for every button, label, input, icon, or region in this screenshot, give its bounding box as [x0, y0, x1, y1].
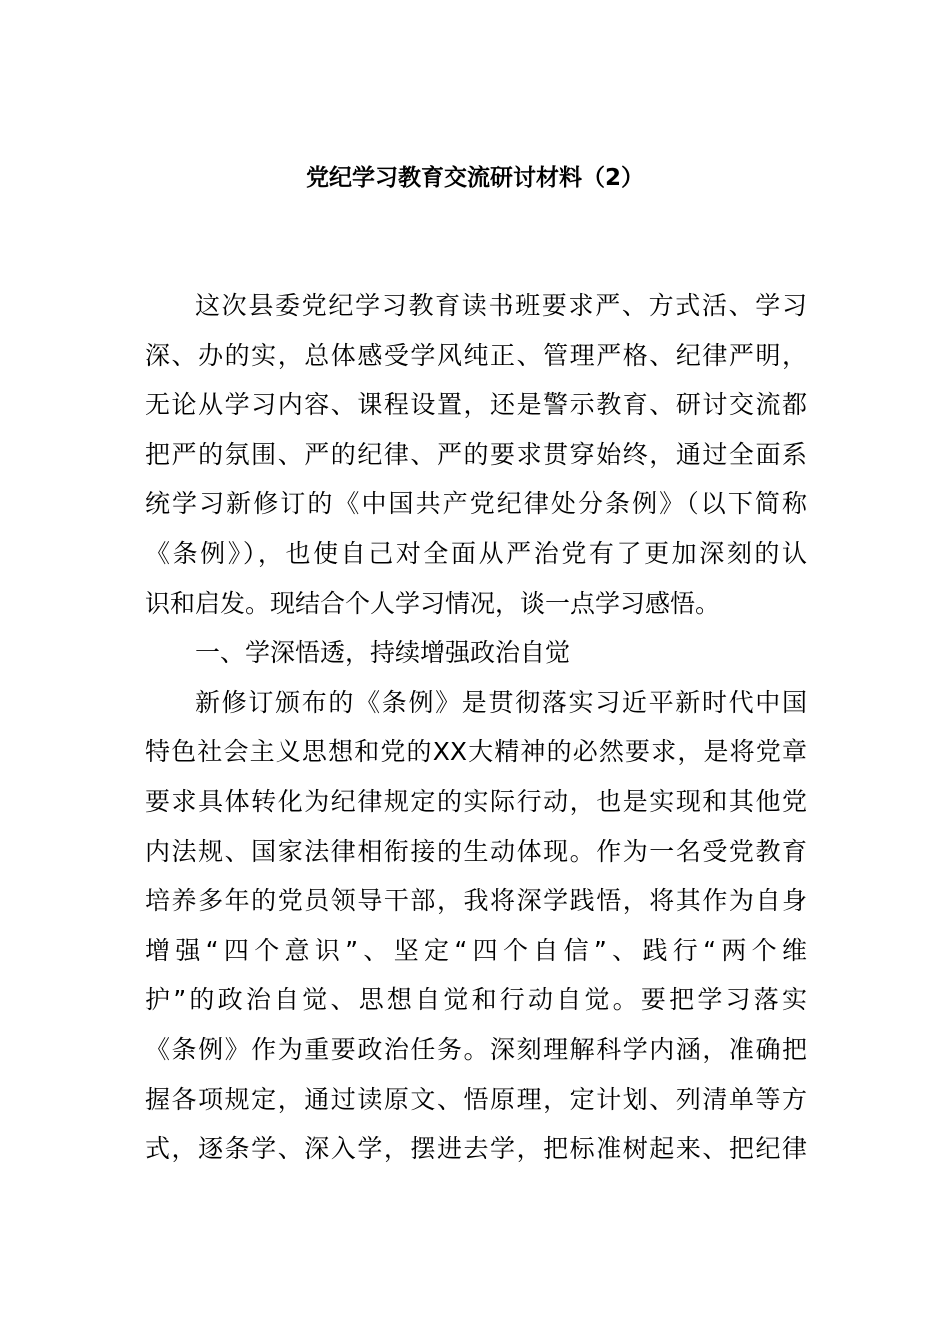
section-heading-1: 一、学深悟透，持续增强政治自觉 — [195, 638, 571, 668]
paragraph-2-line-6: 增强“四个意识”、坚定“四个自信”、践行“两个维 — [145, 935, 807, 965]
paragraph-1-line-6: 《条例》），也使自己对全面从严治党有了更加深刻的认 — [145, 538, 807, 568]
paragraph-1-line-3: 无论从学习内容、课程设置，还是警示教育、研讨交流都 — [145, 390, 807, 420]
paragraph-1-line-5: 统学习新修订的《中国共产党纪律处分条例》（以下简称 — [145, 489, 807, 519]
paragraph-2-line-4: 内法规、国家法律相衔接的生动体现。作为一名受党教育 — [145, 836, 807, 866]
document-body — [145, 281, 807, 1174]
document-title: 党纪学习教育交流研讨材料（2） — [305, 165, 644, 191]
paragraph-2-line-9: 握各项规定，通过读原文、悟原理，定计划、列清单等方 — [145, 1084, 807, 1114]
paragraph-2-line-7: 护”的政治自觉、思想自觉和行动自觉。要把学习落实 — [145, 985, 807, 1015]
paragraph-2-line-10: 式，逐条学、深入学，摆进去学，把标准树起来、把纪律 — [145, 1134, 807, 1164]
paragraph-2-line-8: 《条例》作为重要政治任务。深刻理解科学内涵，准确把 — [145, 1034, 807, 1064]
paragraph-2-line-3: 要求具体转化为纪律规定的实际行动，也是实现和其他党 — [145, 786, 807, 816]
paragraph-2-line-1: 新修订颁布的《条例》是贯彻落实习近平新时代中国 — [195, 687, 807, 717]
paragraph-2-line-5: 培养多年的党员领导干部，我将深学践悟，将其作为自身 — [145, 886, 807, 916]
paragraph-1-line-7: 识和启发。现结合个人学习情况，谈一点学习感悟。 — [145, 588, 721, 618]
paragraph-1-line-1: 这次县委党纪学习教育读书班要求严、方式活、学习 — [195, 291, 807, 320]
paragraph-1-line-2: 深、办的实，总体感受学风纯正、管理严格、纪律严明， — [145, 340, 807, 370]
paragraph-2-line-2: 特色社会主义思想和党的XX大精神的必然要求，是将党章 — [145, 737, 807, 767]
paragraph-1-line-4: 把严的氛围、严的纪律、严的要求贯穿始终，通过全面系 — [145, 439, 807, 469]
